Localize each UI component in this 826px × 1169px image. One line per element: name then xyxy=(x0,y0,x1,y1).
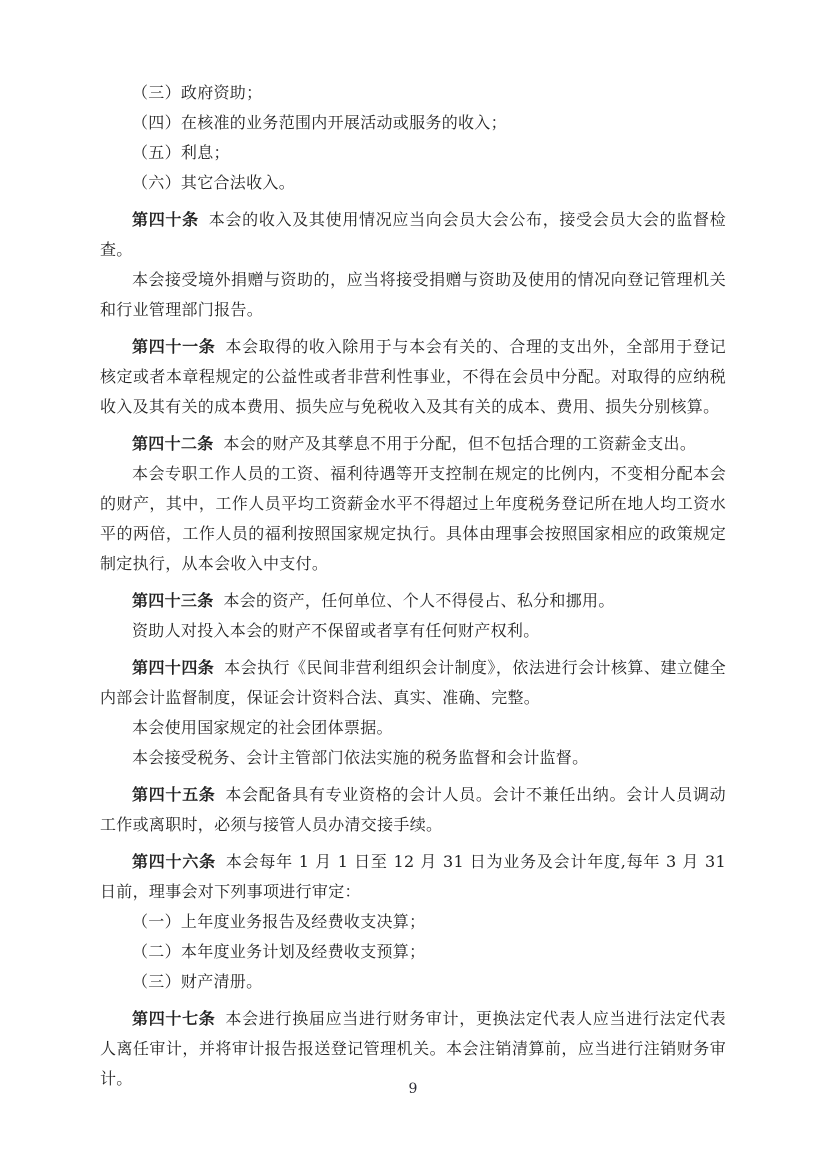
paragraph-text: （一）上年度业务报告及经费收支决算； xyxy=(132,912,426,931)
paragraph-text: 本会的财产及其孳息不用于分配，但不包括合理的工资薪金支出。 xyxy=(223,434,697,453)
paragraph-text: （二）本年度业务计划及经费收支预算； xyxy=(132,942,426,961)
paragraph-text: 本会执行《民间非营利组织会计制度》，依法进行会计核算、建立健全内部会计监督制度，保证会计资料合法、真实、准确、完整。 xyxy=(100,658,726,707)
paragraph-text: 本会配备具有专业资格的会计人员。会计不兼任出纳。会计人员调动工作或离职时，必须与接管人员办清交接手续。 xyxy=(100,785,726,834)
paragraph-text: 本会的资产，任何单位、个人不得侵占、私分和挪用。 xyxy=(223,591,615,610)
article-paragraph xyxy=(100,780,726,840)
article-number: 第四十七条 xyxy=(132,1009,216,1028)
body-paragraph xyxy=(100,743,726,773)
paragraph-text: （六）其它合法收入。 xyxy=(132,173,296,192)
article-number: 第四十六条 xyxy=(132,852,216,871)
article-paragraph xyxy=(100,429,726,459)
article-number: 第四十五条 xyxy=(132,785,216,804)
article-number: 第四十三条 xyxy=(132,591,214,610)
article-number: 第四十二条 xyxy=(132,434,214,453)
paragraph-text: 本会接受税务、会计主管部门依法实施的税务监督和会计监督。 xyxy=(132,748,589,767)
body-paragraph xyxy=(100,616,726,646)
list-item xyxy=(100,78,726,108)
article-paragraph xyxy=(100,205,726,265)
paragraph-text: 本会使用国家规定的社会团体票据。 xyxy=(132,718,393,737)
article-number: 第四十四条 xyxy=(132,658,215,677)
article-paragraph xyxy=(100,847,726,907)
article-number: 第四十一条 xyxy=(132,337,216,356)
list-item xyxy=(100,937,726,967)
article-paragraph xyxy=(100,586,726,616)
page-number: 9 xyxy=(408,1081,418,1097)
paragraph-text: （三）财产清册。 xyxy=(132,972,263,991)
body-paragraph xyxy=(100,459,726,579)
document-content xyxy=(100,78,726,1094)
article-paragraph xyxy=(100,332,726,422)
paragraph-text: 本会每年 1 月 1 日至 12 月 31 日为业务及会计年度,每年 3 月 31 日前，理事会对下列事项进行审定： xyxy=(100,852,726,901)
list-item xyxy=(100,967,726,997)
list-item xyxy=(100,108,726,138)
paragraph-text: 本会的收入及其使用情况应当向会员大会公布，接受会员大会的监督检查。 xyxy=(100,210,726,259)
paragraph-text: （三）政府资助； xyxy=(132,83,263,102)
body-paragraph xyxy=(100,265,726,325)
list-item xyxy=(100,907,726,937)
paragraph-text: 本会接受境外捐赠与资助的，应当将接受捐赠与资助及使用的情况向登记管理机关和行业管理部门报告。 xyxy=(100,270,726,319)
paragraph-text: 本会专职工作人员的工资、福利待遇等开支控制在规定的比例内，不变相分配本会的财产，其中，工作人员平均工资薪金水平不得超过上年度税务登记所在地人均工资水平的两倍，工作人员的福利按照国家规定执行。具体由理事会按照国家相应的政策规定制定执行，从本会收入中支付。 xyxy=(100,464,726,573)
paragraph-text: 本会取得的收入除用于与本会有关的、合理的支出外，全部用于登记核定或者本章程规定的公益性或者非营利性事业，不得在会员中分配。对取得的应纳税收入及其有关的成本费用、损失应与免税收入及其有关的成本、费用、损失分别核算。 xyxy=(100,337,726,416)
article-number: 第四十条 xyxy=(132,210,199,229)
paragraph-text: 资助人对投入本会的财产不保留或者享有任何财产权利。 xyxy=(132,621,540,640)
body-paragraph xyxy=(100,713,726,743)
paragraph-text: （四）在核准的业务范围内开展活动或服务的收入； xyxy=(132,113,507,132)
paragraph-text: 本会进行换届应当进行财务审计，更换法定代表人应当进行法定代表人离任审计，并将审计报告报送登记管理机关。本会注销清算前，应当进行注销财务审计。 xyxy=(100,1009,726,1088)
article-paragraph xyxy=(100,653,726,713)
list-item xyxy=(100,138,726,168)
list-item xyxy=(100,168,726,198)
paragraph-text: （五）利息； xyxy=(132,143,230,162)
